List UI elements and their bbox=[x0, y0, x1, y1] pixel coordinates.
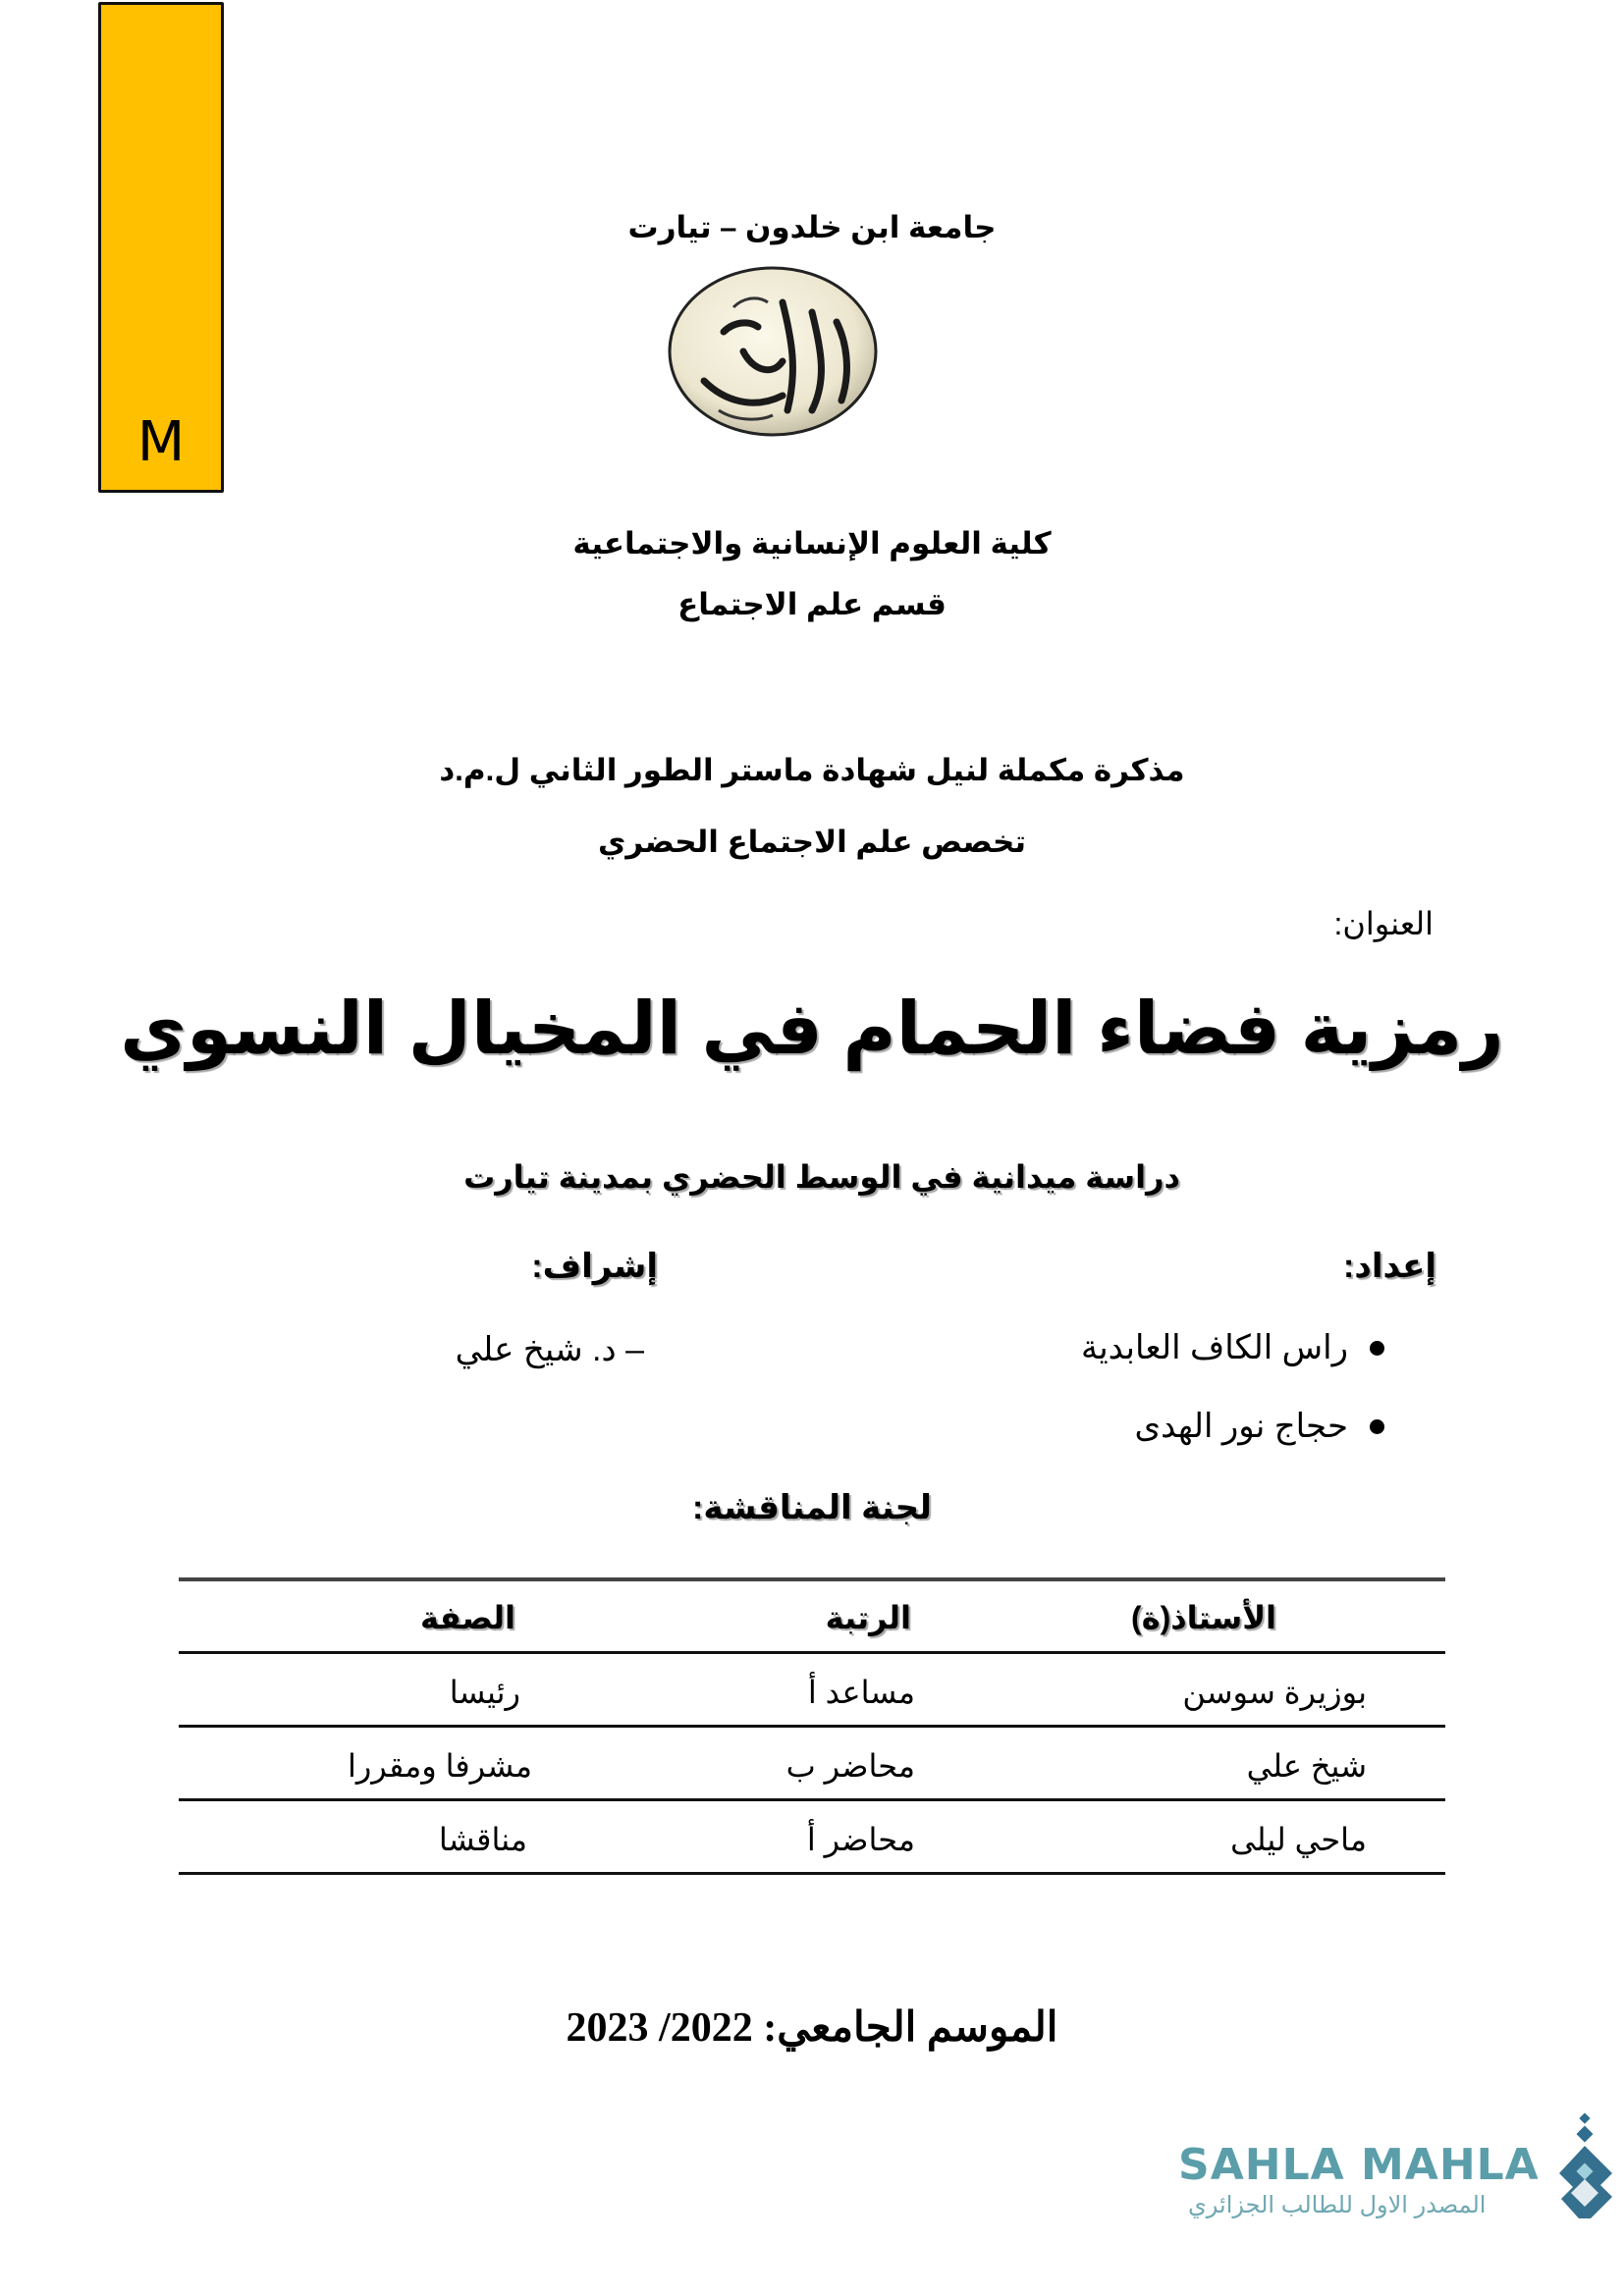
table-rule bbox=[179, 1872, 1445, 1875]
cell-role: رئيسا bbox=[449, 1675, 520, 1710]
cell-name: ماحي ليلى bbox=[1230, 1822, 1367, 1857]
study-subtitle: دراسة ميدانية في الوسط الحضري بمدينة تيارت bbox=[463, 1159, 1180, 1195]
university-name: جامعة ابن خلدون – تيارت bbox=[627, 210, 997, 244]
table-rule bbox=[179, 1651, 1445, 1654]
thesis-title: رمزية فضاء الحمام في المخيال النسوي bbox=[120, 988, 1504, 1069]
cell-rank: مساعد أ bbox=[807, 1675, 915, 1710]
watermark-tagline: المصدر الاول للطالب الجزائري bbox=[1188, 2192, 1487, 2218]
cell-role: مشرفا ومقررا bbox=[347, 1748, 532, 1784]
committee-label: لجنة المناقشة: bbox=[692, 1489, 932, 1526]
academic-year: الموسم الجامعي: 2022/ 2023 bbox=[566, 2005, 1058, 2051]
bullet-icon bbox=[1370, 1419, 1384, 1434]
degree-description: مذكرة مكملة لنيل شهادة ماستر الطور الثاني ل.م.د bbox=[439, 753, 1185, 787]
column-header-professor: الأستاذ(ة) bbox=[1131, 1600, 1276, 1635]
student-item bbox=[1081, 1328, 1384, 1367]
cell-name: بوزيرة سوسن bbox=[1182, 1675, 1367, 1710]
table-rule bbox=[179, 1725, 1445, 1728]
university-logo bbox=[665, 263, 881, 440]
prepared-by-label: إعداد: bbox=[1343, 1248, 1436, 1285]
table-rule bbox=[179, 1798, 1445, 1801]
student-name: راس الكاف العابدية bbox=[1080, 1329, 1348, 1366]
cell-name: شيخ علي bbox=[1246, 1748, 1367, 1784]
side-tab bbox=[98, 2, 224, 493]
department-name: قسم علم الاجتماع bbox=[677, 587, 947, 621]
column-header-role: الصفة bbox=[420, 1600, 515, 1635]
table-rule bbox=[179, 1577, 1445, 1581]
bullet-icon bbox=[1370, 1341, 1384, 1356]
faculty-name: كلية العلوم الإنسانية والاجتماعية bbox=[572, 526, 1052, 561]
cell-rank: محاضر أ bbox=[806, 1822, 915, 1857]
supervision-label: إشراف: bbox=[531, 1248, 658, 1285]
side-tab-letter: M bbox=[136, 410, 186, 474]
watermark-brand: SAHLA MAHLA bbox=[1178, 2140, 1540, 2190]
student-name: حجاج نور الهدى bbox=[1134, 1408, 1348, 1445]
student-item bbox=[1134, 1407, 1384, 1446]
column-header-rank: الرتبة bbox=[825, 1600, 911, 1635]
sahla-mahla-watermark bbox=[1178, 2110, 1620, 2228]
sahla-mahla-logo-icon bbox=[1551, 2110, 1620, 2228]
specialty: تخصص علم الاجتماع الحضري bbox=[598, 825, 1026, 859]
supervisor-name: – د. شيخ علي bbox=[455, 1331, 644, 1368]
cell-role: مناقشا bbox=[438, 1822, 527, 1857]
cell-rank: محاضر ب bbox=[785, 1748, 915, 1784]
title-label: العنوان: bbox=[1333, 906, 1434, 941]
